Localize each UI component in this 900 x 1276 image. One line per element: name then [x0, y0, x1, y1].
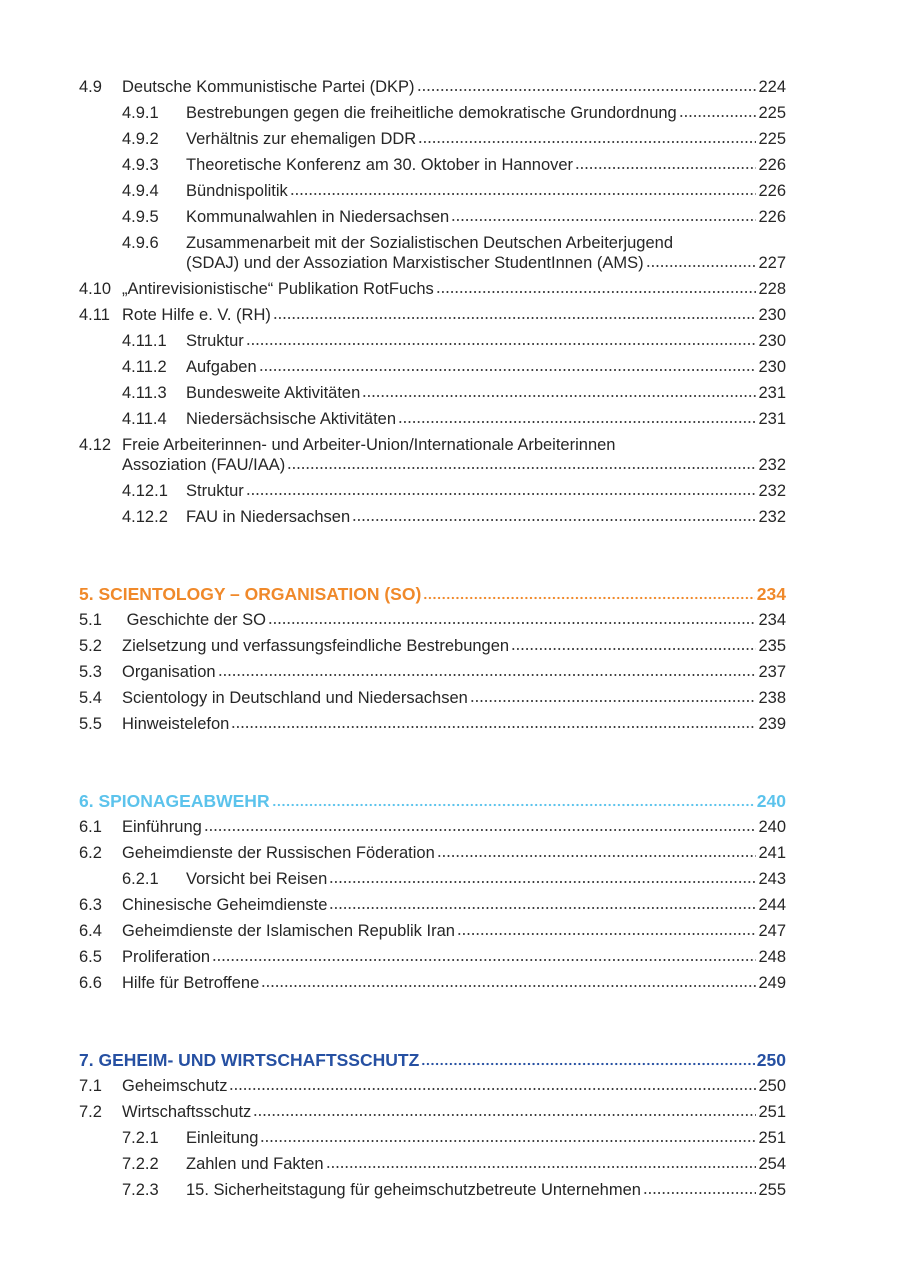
dot-leader: [417, 88, 757, 92]
entry-line: [186, 869, 786, 889]
toc-entry[interactable]: [79, 475, 786, 501]
entry-number: 4.9.3: [122, 156, 159, 174]
page-number: 230: [758, 332, 786, 350]
entry-number: 4.9.1: [122, 104, 159, 122]
page-number: 247: [758, 922, 786, 940]
section-heading[interactable]: [79, 785, 786, 811]
toc-entry[interactable]: [79, 429, 786, 475]
entry-line: [186, 129, 786, 149]
page-number: 239: [758, 715, 786, 733]
entry-line: [122, 77, 786, 97]
dot-leader: [437, 854, 757, 858]
dot-leader: [643, 1191, 757, 1195]
entry-body: [122, 947, 786, 967]
entry-line: [186, 331, 786, 351]
toc-entry[interactable]: [79, 351, 786, 377]
entry-body: [186, 155, 786, 175]
dot-leader: [260, 1139, 756, 1143]
entry-body: [186, 869, 786, 889]
entry-line: [122, 921, 786, 941]
toc-entry[interactable]: [79, 175, 786, 201]
entry-line: [186, 1180, 786, 1200]
entry-line: [122, 305, 786, 325]
entry-number: 7.2.1: [122, 1129, 159, 1147]
entry-body: [186, 507, 786, 527]
entry-number: 5.3: [79, 663, 102, 681]
entry-body: [122, 1102, 786, 1122]
entry-title: Proliferation: [122, 948, 211, 966]
entry-line: [122, 895, 786, 915]
entry-body: [122, 1076, 786, 1096]
entry-title: Organisation: [122, 663, 216, 681]
entry-title: Kommunalwahlen in Niedersachsen: [186, 208, 450, 226]
entry-title: Bündnispolitik: [186, 182, 288, 200]
entry-line: [122, 817, 786, 837]
heading-body: [79, 791, 786, 811]
toc-section: [79, 1044, 786, 1200]
toc-entry[interactable]: [79, 1096, 786, 1122]
entry-line: [186, 507, 786, 527]
entry-body: [122, 305, 786, 325]
entry-line: [186, 207, 786, 227]
toc-entry[interactable]: [79, 71, 786, 97]
entry-line: [122, 662, 786, 682]
entry-title: Hilfe für Betroffene: [122, 974, 260, 992]
dot-leader: [362, 394, 756, 398]
page-number: 232: [758, 508, 786, 526]
dot-leader: [273, 316, 757, 320]
entry-body: [186, 233, 786, 273]
toc-entry[interactable]: [79, 325, 786, 351]
page-number: 226: [758, 182, 786, 200]
entry-number: 7.2.2: [122, 1155, 159, 1173]
dot-leader: [423, 596, 755, 600]
toc-entry[interactable]: [79, 1122, 786, 1148]
entry-number: 4.9.5: [122, 208, 159, 226]
page-number: 241: [758, 844, 786, 862]
page-number: 240: [758, 818, 786, 836]
entry-body: [122, 435, 786, 475]
entry-line: [186, 357, 786, 377]
toc-entry[interactable]: [79, 377, 786, 403]
toc-section: [79, 71, 786, 527]
entry-body: [122, 921, 786, 941]
page-number: 250: [756, 1050, 786, 1070]
entry-title: Geschichte der SO: [122, 611, 266, 629]
toc-entry[interactable]: [79, 123, 786, 149]
entry-title: Einführung: [122, 818, 202, 836]
entry-body: [122, 843, 786, 863]
entry-title: Einleitung: [186, 1129, 259, 1147]
entry-number: 4.11.3: [122, 384, 167, 402]
dot-leader: [272, 803, 755, 807]
dot-leader: [246, 492, 757, 496]
page-number: 249: [758, 974, 786, 992]
entry-number: 6.2: [79, 844, 102, 862]
heading-line: [79, 791, 786, 811]
entry-number: 6.6: [79, 974, 102, 992]
toc-entry[interactable]: [79, 273, 786, 299]
entry-number: 4.9.4: [122, 182, 159, 200]
page-number: 226: [758, 208, 786, 226]
entry-body: [122, 817, 786, 837]
toc-entry[interactable]: [79, 149, 786, 175]
entry-title: Zahlen und Fakten: [186, 1155, 324, 1173]
toc-entry[interactable]: [79, 967, 786, 993]
entry-body: [186, 357, 786, 377]
page-number: 251: [758, 1103, 786, 1121]
entry-title: Rote Hilfe e. V. (RH): [122, 306, 271, 324]
toc-entry[interactable]: [79, 299, 786, 325]
entry-body: [186, 1154, 786, 1174]
entry-number: 6.1: [79, 818, 102, 836]
entry-title: Struktur: [186, 332, 244, 350]
entry-body: [186, 409, 786, 429]
entry-number: 7.1: [79, 1077, 102, 1095]
entry-line: [186, 181, 786, 201]
toc-entry[interactable]: [79, 201, 786, 227]
entry-title: Geheimschutz: [122, 1077, 228, 1095]
entry-body: [122, 895, 786, 915]
dot-leader: [253, 1113, 756, 1117]
toc-entry[interactable]: [79, 915, 786, 941]
entry-number: 6.3: [79, 896, 102, 914]
page-number: 251: [758, 1129, 786, 1147]
dot-leader: [290, 192, 757, 196]
entry-number: 4.12.2: [122, 508, 168, 526]
entry-title: Geheimdienste der Islamischen Republik Iran: [122, 922, 455, 940]
section-heading[interactable]: [79, 578, 786, 604]
entry-line: [186, 383, 786, 403]
table-of-contents: [79, 71, 786, 1200]
page-number: 234: [756, 584, 786, 604]
toc-entry[interactable]: [79, 604, 786, 630]
entry-body: [122, 662, 786, 682]
entry-body: [186, 481, 786, 501]
heading-line: [79, 1050, 786, 1070]
entry-title: Theoretische Konferenz am 30. Oktober in Hannover: [186, 156, 574, 174]
page-number: 250: [758, 1077, 786, 1095]
dot-leader: [229, 1087, 756, 1091]
entry-line: [122, 947, 786, 967]
entry-title: Hinweistelefon: [122, 715, 230, 733]
entry-title-line: Freie Arbeiterinnen- und Arbeiter-Union/Internationale Arbeiterinnen: [122, 436, 616, 454]
entry-number: 5.1: [79, 611, 102, 629]
entry-title: Bundesweite Aktivitäten: [186, 384, 361, 402]
page-number: 224: [758, 78, 786, 96]
dot-leader: [575, 166, 756, 170]
entry-number: 6.5: [79, 948, 102, 966]
entry-number: 6.4: [79, 922, 102, 940]
entry-body: [186, 103, 786, 123]
dot-leader: [421, 1062, 755, 1066]
entry-title: „Antirevisionistische“ Publikation RotFuchs: [122, 280, 434, 298]
entry-title: Chinesische Geheimdienste: [122, 896, 328, 914]
dot-leader: [329, 906, 756, 910]
entry-line: [122, 714, 786, 734]
entry-title: Assoziation (FAU/IAA): [122, 456, 286, 474]
dot-leader: [646, 264, 757, 268]
entry-line: [186, 409, 786, 429]
entry-body: [122, 688, 786, 708]
page-number: 237: [758, 663, 786, 681]
entry-body: [122, 610, 786, 630]
entry-line: [186, 481, 786, 501]
entry-number: 7.2: [79, 1103, 102, 1121]
dot-leader: [679, 114, 757, 118]
toc-entry[interactable]: [79, 682, 786, 708]
dot-leader: [418, 140, 756, 144]
entry-number: 4.11.1: [122, 332, 167, 350]
page-number: 238: [758, 689, 786, 707]
page-number: 227: [758, 254, 786, 272]
entry-title: (SDAJ) und der Assoziation Marxistischer StudentInnen (AMS): [186, 254, 644, 272]
entry-title: 15. Sicherheitstagung für geheimschutzbetreute Unternehmen: [186, 1181, 641, 1199]
entry-title: Bestrebungen gegen die freiheitliche demokratische Grundordnung: [186, 104, 677, 122]
dot-leader: [470, 699, 757, 703]
entry-body: [186, 207, 786, 227]
entry-number: 4.11: [79, 306, 110, 324]
entry-line: [186, 253, 786, 273]
entry-number: 4.12.1: [122, 482, 168, 500]
entry-title: Zielsetzung und verfassungsfeindliche Bestrebungen: [122, 637, 510, 655]
dot-leader: [511, 647, 756, 651]
entry-body: [186, 1128, 786, 1148]
page-number: 254: [758, 1155, 786, 1173]
entry-body: [122, 77, 786, 97]
page-number: 230: [758, 358, 786, 376]
toc-entry[interactable]: [79, 811, 786, 837]
entry-title-line: Zusammenarbeit mit der Sozialistischen Deutschen Arbeiterjugend: [186, 234, 673, 252]
entry-body: [122, 973, 786, 993]
heading-title: 7. GEHEIM- UND WIRTSCHAFTSSCHUTZ: [79, 1050, 420, 1070]
toc-entry[interactable]: [79, 837, 786, 863]
entry-number: 5.4: [79, 689, 102, 707]
entry-line: [122, 455, 786, 475]
entry-title: Geheimdienste der Russischen Föderation: [122, 844, 435, 862]
page-number: 244: [758, 896, 786, 914]
dot-leader: [436, 290, 757, 294]
toc-entry[interactable]: [79, 1070, 786, 1096]
page-number: 232: [758, 482, 786, 500]
entry-line: [122, 973, 786, 993]
page-number: 230: [758, 306, 786, 324]
toc-entry[interactable]: [79, 403, 786, 429]
heading-body: [79, 1050, 786, 1070]
heading-title: 6. SPIONAGEABWEHR: [79, 791, 270, 811]
heading-title: 5. SCIENTOLOGY – ORGANISATION (SO): [79, 584, 422, 604]
entry-body: [122, 714, 786, 734]
toc-entry[interactable]: [79, 501, 786, 527]
entry-line: [186, 103, 786, 123]
toc-entry[interactable]: [79, 863, 786, 889]
toc-entry[interactable]: [79, 630, 786, 656]
toc-entry[interactable]: [79, 656, 786, 682]
dot-leader: [352, 518, 756, 522]
page-number: 248: [758, 948, 786, 966]
entry-number: 5.5: [79, 715, 102, 733]
page-number: 225: [758, 104, 786, 122]
entry-body: [186, 129, 786, 149]
dot-leader: [329, 880, 756, 884]
dot-leader: [212, 958, 756, 962]
entry-body: [186, 383, 786, 403]
entry-title: FAU in Niedersachsen: [186, 508, 351, 526]
entry-line: [122, 636, 786, 656]
entry-number: 4.9.6: [122, 234, 159, 252]
dot-leader: [261, 984, 756, 988]
page-number: 226: [758, 156, 786, 174]
page-number: 234: [758, 611, 786, 629]
page-number: 225: [758, 130, 786, 148]
entry-number: 4.11.2: [122, 358, 167, 376]
toc-entry[interactable]: [79, 941, 786, 967]
page-number: 235: [758, 637, 786, 655]
toc-entry[interactable]: [79, 889, 786, 915]
dot-leader: [451, 218, 756, 222]
entry-line: [122, 688, 786, 708]
dot-leader: [246, 342, 757, 346]
dot-leader: [398, 420, 756, 424]
entry-number: 4.11.4: [122, 410, 167, 428]
toc-entry[interactable]: [79, 97, 786, 123]
entry-line: [122, 610, 786, 630]
entry-title: Scientology in Deutschland und Niedersachsen: [122, 689, 468, 707]
page-number: 243: [758, 870, 786, 888]
entry-line: [122, 843, 786, 863]
page-number: 255: [758, 1181, 786, 1199]
page-number: 232: [758, 456, 786, 474]
entry-number: 5.2: [79, 637, 102, 655]
entry-number: 7.2.3: [122, 1181, 159, 1199]
entry-body: [186, 331, 786, 351]
entry-line: [122, 1102, 786, 1122]
toc-entry[interactable]: [79, 227, 786, 273]
entry-number: 4.10: [79, 280, 112, 298]
entry-line: [186, 1128, 786, 1148]
dot-leader: [218, 673, 757, 677]
entry-number: 4.9: [79, 78, 102, 96]
dot-leader: [231, 725, 756, 729]
entry-body: [122, 636, 786, 656]
page-number: 231: [758, 410, 786, 428]
toc-entry[interactable]: [79, 708, 786, 734]
dot-leader: [204, 828, 757, 832]
toc-section: [79, 785, 786, 993]
toc-section: [79, 578, 786, 734]
page-number: 240: [756, 791, 786, 811]
entry-title: Verhältnis zur ehemaligen DDR: [186, 130, 417, 148]
entry-body: [122, 279, 786, 299]
entry-number: 4.9.2: [122, 130, 159, 148]
page-number: 228: [758, 280, 786, 298]
entry-line: [122, 1076, 786, 1096]
entry-title: Aufgaben: [186, 358, 257, 376]
dot-leader: [326, 1165, 757, 1169]
entry-line: [186, 155, 786, 175]
entry-body: [186, 181, 786, 201]
heading-body: [79, 584, 786, 604]
toc-entry[interactable]: [79, 1174, 786, 1200]
dot-leader: [259, 368, 757, 372]
entry-body: [186, 1180, 786, 1200]
entry-title: Struktur: [186, 482, 244, 500]
dot-leader: [287, 466, 756, 470]
heading-line: [79, 584, 786, 604]
entry-title: Wirtschaftsschutz: [122, 1103, 252, 1121]
section-heading[interactable]: [79, 1044, 786, 1070]
page-number: 231: [758, 384, 786, 402]
entry-title: Niedersächsische Aktivitäten: [186, 410, 397, 428]
entry-title: Vorsicht bei Reisen: [186, 870, 328, 888]
entry-number: 4.12: [79, 436, 112, 454]
dot-leader: [457, 932, 757, 936]
entry-number: 6.2.1: [122, 870, 159, 888]
entry-title: Deutsche Kommunistische Partei (DKP): [122, 78, 415, 96]
entry-line: [122, 279, 786, 299]
entry-line: [186, 1154, 786, 1174]
toc-entry[interactable]: [79, 1148, 786, 1174]
dot-leader: [268, 621, 756, 625]
